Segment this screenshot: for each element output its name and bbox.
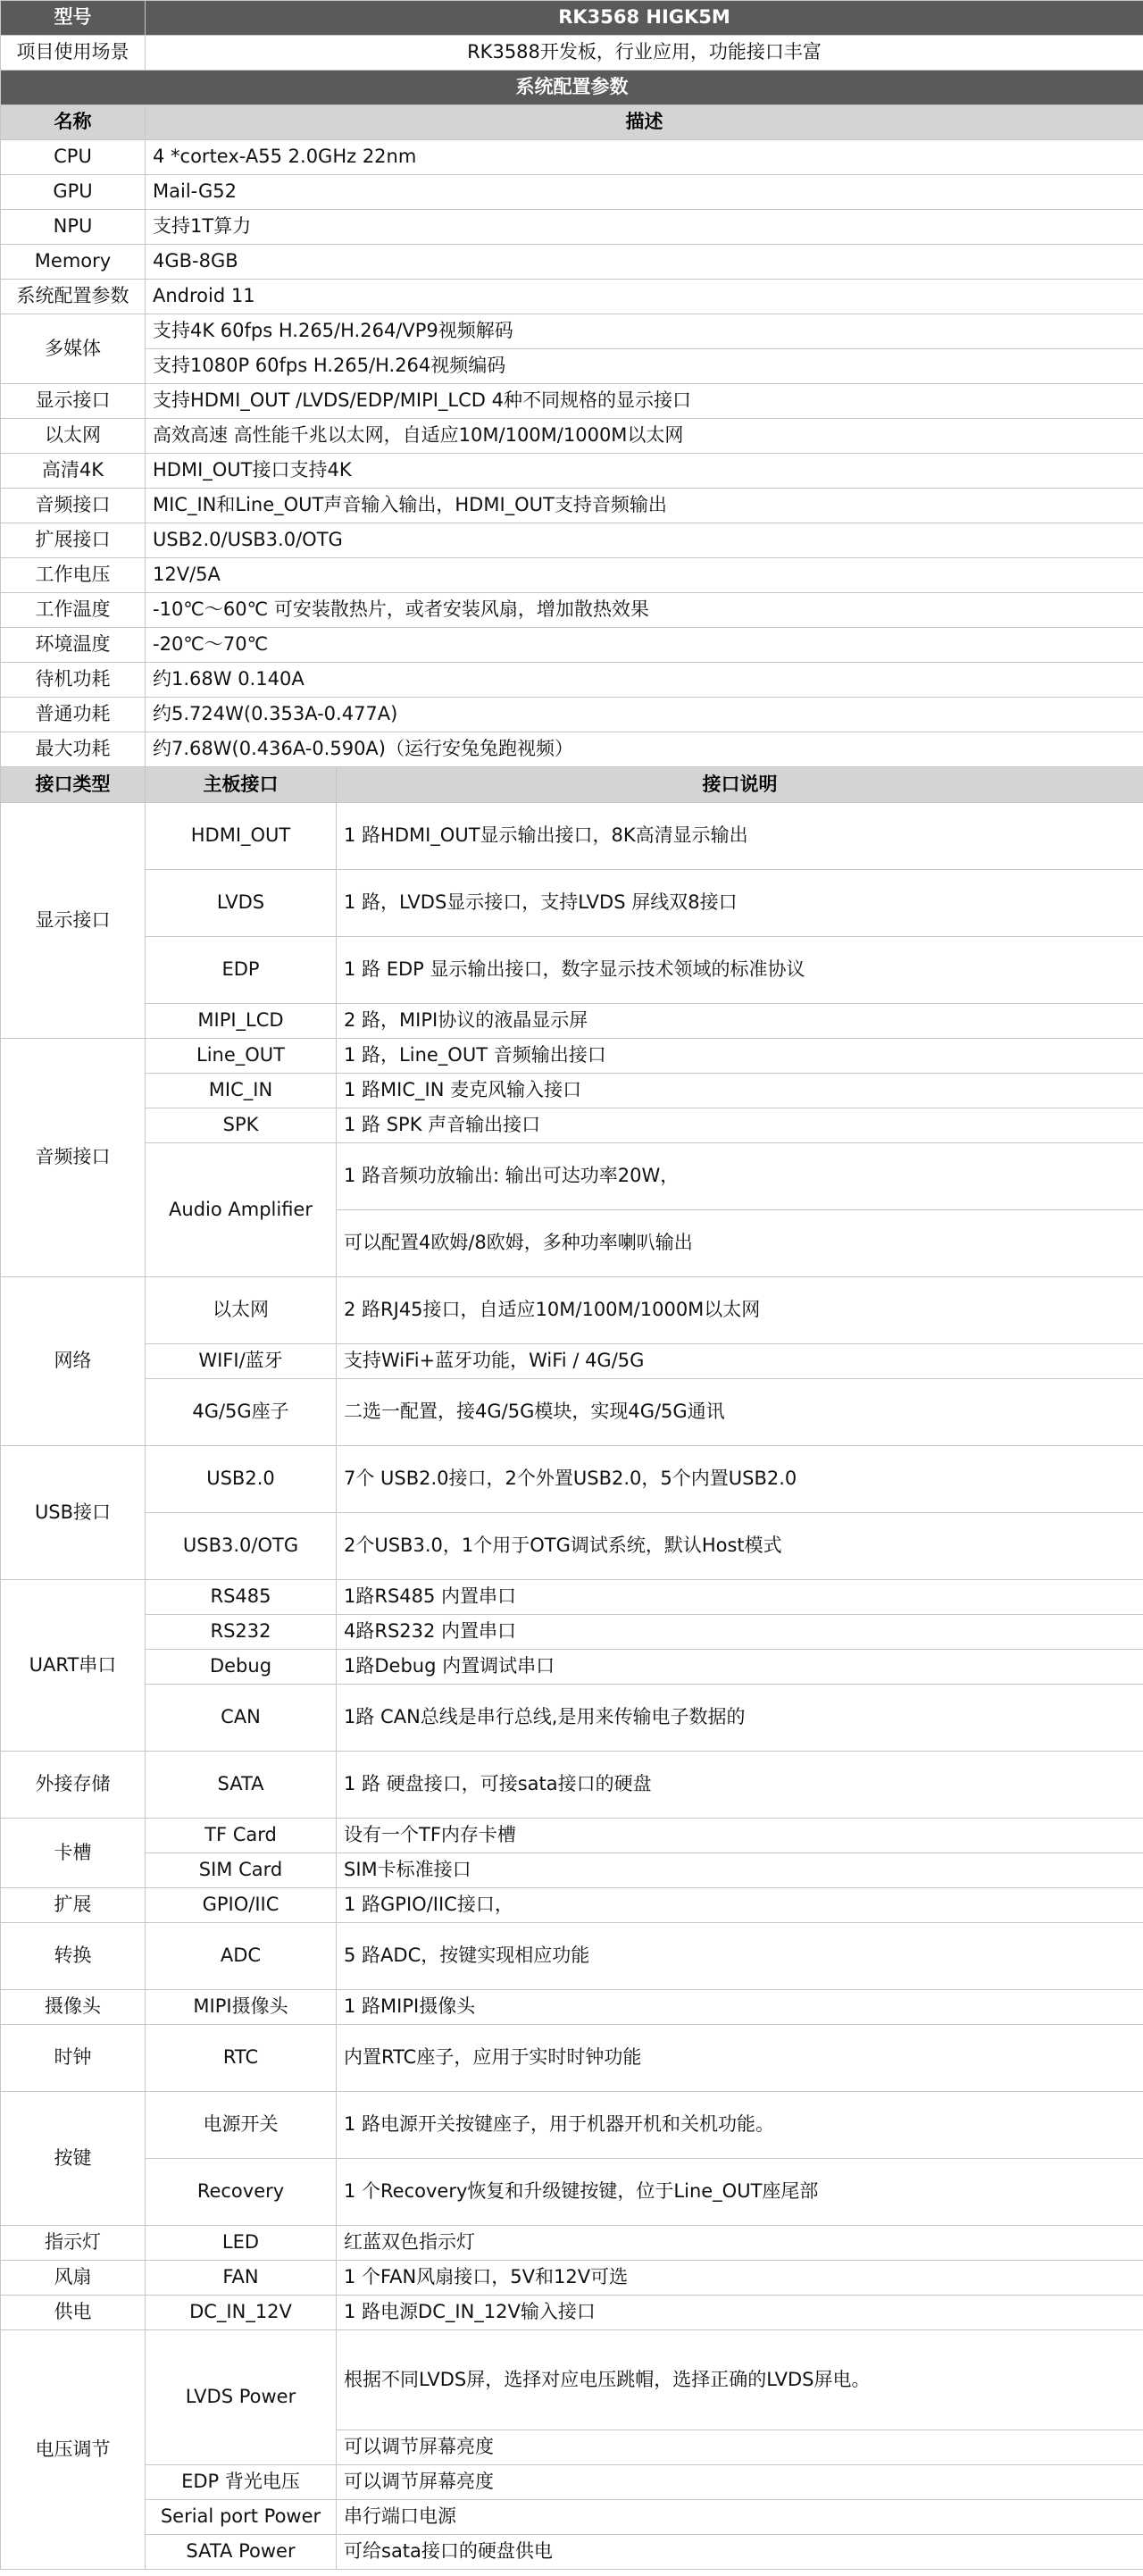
scenario-value: RK3588开发板，行业应用，功能接口丰富 xyxy=(146,36,1143,71)
sys-row-name: 普通功耗 xyxy=(1,698,146,732)
sys-row-desc: MIC_IN和Line_OUT声音输入输出，HDMI_OUT支持音频输出 xyxy=(146,489,1143,523)
iface-row xyxy=(1,2159,1143,2226)
iface-desc: 根据不同LVDS屏，选择对应电压跳帽，选择正确的LVDS屏电。 xyxy=(337,2330,1143,2430)
sys-row xyxy=(1,210,1143,245)
iface-board: RS485 xyxy=(146,1580,337,1615)
sys-row-desc: 支持1T算力 xyxy=(146,210,1143,245)
iface-desc: 2个USB3.0，1个用于OTG调试系统，默认Host模式 xyxy=(337,1513,1143,1580)
iface-row xyxy=(1,1513,1143,1580)
sys-row-name: 以太网 xyxy=(1,419,146,454)
iface-desc: 1 路HDMI_OUT显示输出接口，8K高清显示输出 xyxy=(337,803,1143,870)
iface-desc: 支持WiFi+蓝牙功能，WiFi / 4G/5G xyxy=(337,1344,1143,1379)
iface-row xyxy=(1,1819,1143,1853)
sys-row xyxy=(1,140,1143,175)
iface-desc: 1 路 EDP 显示输出接口，数字显示技术领域的标准协议 xyxy=(337,937,1143,1004)
iface-type: 外接存储 xyxy=(1,1752,146,1819)
iface-row xyxy=(1,2500,1143,2535)
iface-desc: 1路Debug 内置调试串口 xyxy=(337,1650,1143,1685)
iface-desc: SIM卡标准接口 xyxy=(337,1853,1143,1888)
iface-row xyxy=(1,1446,1143,1513)
model-label: 型号 xyxy=(1,1,146,36)
scenario-label: 项目使用场景 xyxy=(1,36,146,71)
sys-row-name: GPU xyxy=(1,175,146,210)
iface-desc: 可给sata接口的硬盘供电 xyxy=(337,2535,1143,2570)
iface-desc: 设有一个TF内存卡槽 xyxy=(337,1819,1143,1853)
sys-row-name: 待机功耗 xyxy=(1,663,146,698)
iface-desc: 1 路GPIO/IIC接口， xyxy=(337,1888,1143,1923)
iface-row xyxy=(1,937,1143,1004)
iface-board: SATA xyxy=(146,1752,337,1819)
iface-row xyxy=(1,2092,1143,2159)
iface-board: RTC xyxy=(146,2025,337,2092)
sys-row xyxy=(1,663,1143,698)
iface-row xyxy=(1,1615,1143,1650)
iface-header-type: 接口类型 xyxy=(1,767,146,803)
iface-row xyxy=(1,1344,1143,1379)
iface-type: 显示接口 xyxy=(1,803,146,1039)
iface-desc: 可以调节屏幕亮度 xyxy=(337,2465,1143,2500)
iface-row xyxy=(1,1277,1143,1344)
sys-row-name: 环境温度 xyxy=(1,628,146,663)
sys-row-name: 多媒体 xyxy=(1,314,146,384)
sys-row xyxy=(1,245,1143,280)
iface-board: SATA Power xyxy=(146,2535,337,2570)
iface-type: 风扇 xyxy=(1,2261,146,2296)
iface-board: EDP 背光电压 xyxy=(146,2465,337,2500)
iface-row xyxy=(1,1039,1143,1074)
iface-type: USB接口 xyxy=(1,1446,146,1580)
iface-type: 指示灯 xyxy=(1,2226,146,2261)
iface-board: MIC_IN xyxy=(146,1074,337,1108)
iface-type: 转换 xyxy=(1,1923,146,1990)
iface-board: MIPI_LCD xyxy=(146,1004,337,1039)
iface-row xyxy=(1,1853,1143,1888)
iface-row xyxy=(1,2330,1143,2430)
sys-row xyxy=(1,732,1143,767)
sys-row xyxy=(1,489,1143,523)
sys-row xyxy=(1,384,1143,419)
sys-row xyxy=(1,419,1143,454)
sys-header-desc: 描述 xyxy=(146,105,1143,140)
iface-type: UART串口 xyxy=(1,1580,146,1752)
sys-row-desc: 支持1080P 60fps H.265/H.264视频编码 xyxy=(146,349,1143,384)
sys-row-desc: Mail-G52 xyxy=(146,175,1143,210)
iface-board: HDMI_OUT xyxy=(146,803,337,870)
iface-desc: 1 路音频功放输出: 输出可达功率20W， xyxy=(337,1143,1143,1210)
sys-row xyxy=(1,628,1143,663)
iface-type: 供电 xyxy=(1,2296,146,2330)
sys-row xyxy=(1,175,1143,210)
iface-board: FAN xyxy=(146,2261,337,2296)
sys-row-name: 音频接口 xyxy=(1,489,146,523)
sys-row-desc: Android 11 xyxy=(146,280,1143,314)
iface-board: SPK xyxy=(146,1108,337,1143)
iface-desc: 4路RS232 内置串口 xyxy=(337,1615,1143,1650)
iface-row xyxy=(1,803,1143,870)
sys-row-desc: 高效高速 高性能千兆以太网，自适应10M/100M/1000M以太网 xyxy=(146,419,1143,454)
iface-desc: 红蓝双色指示灯 xyxy=(337,2226,1143,2261)
sys-row xyxy=(1,558,1143,593)
iface-desc: 1 路 硬盘接口，可接sata接口的硬盘 xyxy=(337,1752,1143,1819)
iface-desc: 1 路电源开关按键座子，用于机器开机和关机功能。 xyxy=(337,2092,1143,2159)
iface-board: Audio Amplifier xyxy=(146,1143,337,1277)
iface-board: 电源开关 xyxy=(146,2092,337,2159)
sys-row-desc: HDMI_OUT接口支持4K xyxy=(146,454,1143,489)
iface-desc: 1 路 SPK 声音输出接口 xyxy=(337,1108,1143,1143)
iface-row xyxy=(1,1650,1143,1685)
sys-row-desc: 约5.724W(0.353A-0.477A) xyxy=(146,698,1143,732)
iface-board: WIFI/蓝牙 xyxy=(146,1344,337,1379)
iface-desc: 1 个FAN风扇接口，5V和12V可选 xyxy=(337,2261,1143,2296)
sys-row-desc: USB2.0/USB3.0/OTG xyxy=(146,523,1143,558)
iface-desc: 内置RTC座子，应用于实时时钟功能 xyxy=(337,2025,1143,2092)
iface-desc: 1 路，LVDS显示接口，支持LVDS 屏线双8接口 xyxy=(337,870,1143,937)
iface-row xyxy=(1,2226,1143,2261)
iface-board: Recovery xyxy=(146,2159,337,2226)
iface-type: 电压调节 xyxy=(1,2330,146,2570)
iface-row xyxy=(1,1923,1143,1990)
iface-desc: 1 路MIC_IN 麦克风输入接口 xyxy=(337,1074,1143,1108)
sys-row-name: 高清4K xyxy=(1,454,146,489)
sys-row-desc: 4 *cortex-A55 2.0GHz 22nm xyxy=(146,140,1143,175)
sys-row-name: Memory xyxy=(1,245,146,280)
iface-board: Serial port Power xyxy=(146,2500,337,2535)
sys-row-desc: 支持HDMI_OUT /LVDS/EDP/MIPI_LCD 4种不同规格的显示接口 xyxy=(146,384,1143,419)
iface-desc: 1 路MIPI摄像头 xyxy=(337,1990,1143,2025)
sys-row-name: 显示接口 xyxy=(1,384,146,419)
iface-desc: 1 个Recovery恢复和升级键按键，位于Line_OUT座尾部 xyxy=(337,2159,1143,2226)
iface-desc: 1 路电源DC_IN_12V输入接口 xyxy=(337,2296,1143,2330)
sys-config-title: 系统配置参数 xyxy=(1,71,1143,105)
iface-desc: 1路RS485 内置串口 xyxy=(337,1580,1143,1615)
iface-row xyxy=(1,1752,1143,1819)
iface-row xyxy=(1,2296,1143,2330)
iface-board: SIM Card xyxy=(146,1853,337,1888)
iface-header-board: 主板接口 xyxy=(146,767,337,803)
sys-row-desc: 12V/5A xyxy=(146,558,1143,593)
sys-row xyxy=(1,349,1143,384)
iface-type: 音频接口 xyxy=(1,1039,146,1277)
iface-desc: 2 路，MIPI协议的液晶显示屏 xyxy=(337,1004,1143,1039)
iface-row xyxy=(1,1379,1143,1446)
iface-board: LVDS Power xyxy=(146,2330,337,2465)
iface-row xyxy=(1,1888,1143,1923)
sys-row xyxy=(1,454,1143,489)
iface-type: 卡槽 xyxy=(1,1819,146,1888)
iface-board: LVDS xyxy=(146,870,337,937)
iface-board: GPIO/IIC xyxy=(146,1888,337,1923)
iface-header-desc: 接口说明 xyxy=(337,767,1143,803)
sys-row-name: NPU xyxy=(1,210,146,245)
iface-board: RS232 xyxy=(146,1615,337,1650)
iface-board: LED xyxy=(146,2226,337,2261)
iface-row xyxy=(1,1074,1143,1108)
iface-board: 以太网 xyxy=(146,1277,337,1344)
iface-row xyxy=(1,2261,1143,2296)
model-value: RK3568 HIGK5M xyxy=(146,1,1143,36)
iface-board: USB3.0/OTG xyxy=(146,1513,337,1580)
sys-row-desc: -10℃～60℃ 可安装散热片，或者安装风扇，增加散热效果 xyxy=(146,593,1143,628)
sys-row-desc: 支持4K 60fps H.265/H.264/VP9视频解码 xyxy=(146,314,1143,349)
sys-row xyxy=(1,698,1143,732)
sys-row xyxy=(1,314,1143,349)
iface-row xyxy=(1,1990,1143,2025)
iface-board: DC_IN_12V xyxy=(146,2296,337,2330)
iface-row xyxy=(1,1004,1143,1039)
sys-row-desc: 4GB-8GB xyxy=(146,245,1143,280)
iface-desc: 5 路ADC，按键实现相应功能 xyxy=(337,1923,1143,1990)
iface-row xyxy=(1,1580,1143,1615)
sys-row-name: 工作温度 xyxy=(1,593,146,628)
iface-desc: 二选一配置，接4G/5G模块，实现4G/5G通讯 xyxy=(337,1379,1143,1446)
sys-row-name: 工作电压 xyxy=(1,558,146,593)
sys-row-name: 系统配置参数 xyxy=(1,280,146,314)
iface-desc: 7个 USB2.0接口，2个外置USB2.0，5个内置USB2.0 xyxy=(337,1446,1143,1513)
iface-type: 网络 xyxy=(1,1277,146,1446)
iface-board: EDP xyxy=(146,937,337,1004)
iface-desc: 可以配置4欧姆/8欧姆，多种功率喇叭输出 xyxy=(337,1210,1143,1277)
iface-board: ADC xyxy=(146,1923,337,1990)
iface-type: 按键 xyxy=(1,2092,146,2226)
iface-desc: 可以调节屏幕亮度 xyxy=(337,2430,1143,2465)
iface-desc: 1路 CAN总线是串行总线,是用来传输电子数据的 xyxy=(337,1685,1143,1752)
iface-board: Line_OUT xyxy=(146,1039,337,1074)
sys-row-desc: 约7.68W(0.436A-0.590A)（运行安兔兔跑视频） xyxy=(146,732,1143,767)
iface-desc: 串行端口电源 xyxy=(337,2500,1143,2535)
sys-row xyxy=(1,523,1143,558)
iface-row xyxy=(1,870,1143,937)
sys-row-name: 最大功耗 xyxy=(1,732,146,767)
iface-row xyxy=(1,1108,1143,1143)
iface-row xyxy=(1,2465,1143,2500)
iface-desc: 2 路RJ45接口，自适应10M/100M/1000M以太网 xyxy=(337,1277,1143,1344)
iface-board: USB2.0 xyxy=(146,1446,337,1513)
iface-row xyxy=(1,1685,1143,1752)
iface-desc: 1 路，Line_OUT 音频输出接口 xyxy=(337,1039,1143,1074)
sys-row-name: 扩展接口 xyxy=(1,523,146,558)
sys-row-name: CPU xyxy=(1,140,146,175)
iface-type: 时钟 xyxy=(1,2025,146,2092)
sys-header-name: 名称 xyxy=(1,105,146,140)
sys-row xyxy=(1,280,1143,314)
iface-row xyxy=(1,1143,1143,1210)
iface-type: 摄像头 xyxy=(1,1990,146,2025)
iface-type: 扩展 xyxy=(1,1888,146,1923)
iface-board: 4G/5G座子 xyxy=(146,1379,337,1446)
iface-row xyxy=(1,2025,1143,2092)
iface-board: TF Card xyxy=(146,1819,337,1853)
iface-board: Debug xyxy=(146,1650,337,1685)
iface-board: CAN xyxy=(146,1685,337,1752)
sys-row xyxy=(1,593,1143,628)
sys-row-desc: 约1.68W 0.140A xyxy=(146,663,1143,698)
sys-row-desc: -20℃～70℃ xyxy=(146,628,1143,663)
iface-board: MIPI摄像头 xyxy=(146,1990,337,2025)
iface-row xyxy=(1,2535,1143,2570)
